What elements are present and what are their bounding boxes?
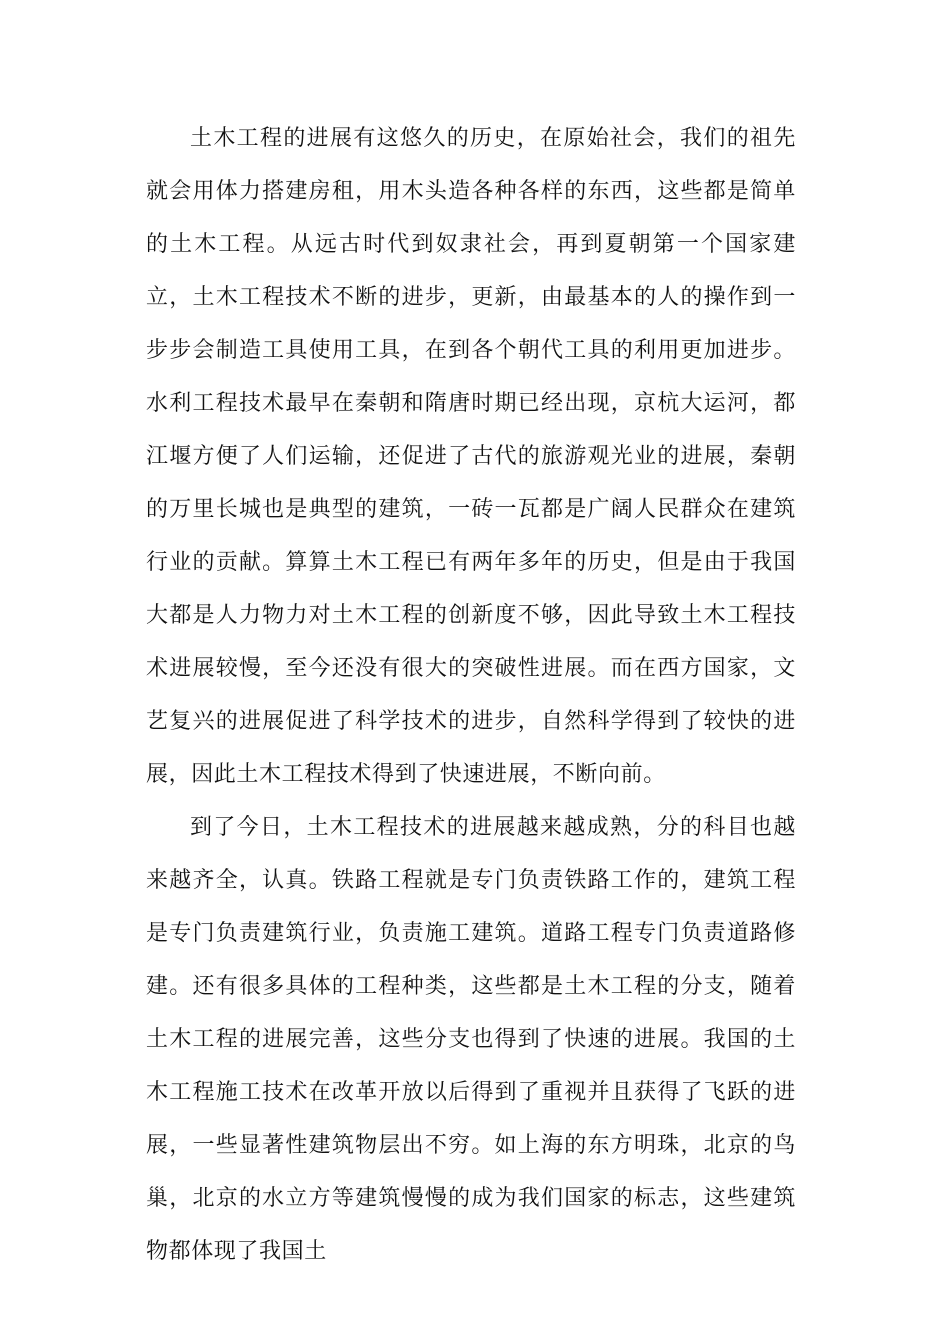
- document-body: [146, 112, 796, 1278]
- paragraph-history: 土木工程的进展有这悠久的历史，在原始社会，我们的祖先就会用体力搭建房租，用木头造各种各样的东西，这些都是简单的土木工程。从远古时代到奴隶社会，再到夏朝第一个国家建立，土木工程技术不断的进步，更新，由最基本的人的操作到一步步会制造工具使用工具，在到各个朝代工具的利用更加进步。水利工程技术最早在秦朝和隋唐时期已经出现，京杭大运河，都江堰方便了人们运输，还促进了古代的旅游观光业的进展，秦朝的万里长城也是典型的建筑，一砖一瓦都是广阔人民群众在建筑行业的贡献。算算土木工程已有两年多年的历史，但是由于我国大都是人力物力对土木工程的创新度不够，因此导致土木工程技术进展较慢，至今还没有很大的突破性进展。而在西方国家，文艺复兴的进展促进了科学技术的进步，自然科学得到了较快的进展，因此土木工程技术得到了快速进展，不断向前。: [146, 126, 796, 787]
- paragraph-today: 到了今日，土木工程技术的进展越来越成熟，分的科目也越来越齐全，认真。铁路工程就是专门负责铁路工作的，建筑工程是专门负责建筑行业，负责施工建筑。道路工程专门负责道路修建。还有很多具体的工程种类，这些都是土木工程的分支，随着土木工程的进展完善，这些分支也得到了快速的进展。我国的土木工程施工技术在改革开放以后得到了重视并且获得了飞跃的进展，一些显著性建筑物层出不穷。如上海的东方明珠，北京的鸟巢，北京的水立方等建筑慢慢的成为我们国家的标志，这些建筑物都体现了我国土: [146, 815, 796, 1264]
